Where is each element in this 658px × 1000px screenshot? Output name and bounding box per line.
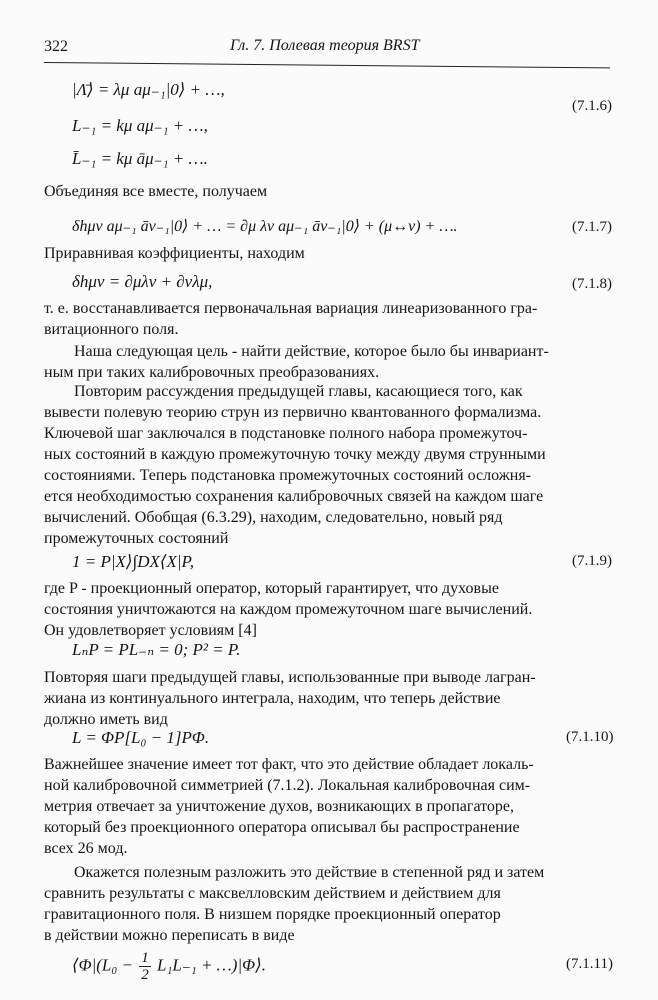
text-line: метрия отвечает за уничтожение духов, возникающих в пропагаторе, [44, 798, 515, 815]
text-line: вывести полевую теорию струн из первично квантованного формализма. [44, 404, 542, 421]
text-line: Ключевой шаг заключался в подстановке полного набора промежуточ- [44, 425, 528, 442]
text-line: состояниями. Теперь подстановка промежуточных состояний осложня- [44, 467, 531, 484]
header-rule [44, 62, 610, 68]
text-line: ется необходимостью сохранения калибровочных связей на каждом шаге [44, 488, 544, 505]
equation-number-7-1-8: (7.1.8) [572, 276, 612, 292]
page-number: 322 [44, 38, 68, 55]
equation-7-1-10: L = ΦP[L₀ − 1]PΦ. [72, 728, 210, 747]
fraction-numerator: 1 [141, 950, 149, 966]
equation-7-1-9: 1 = P|X⟩∫DX⟨X|P, [72, 552, 194, 571]
text-line: Важнейшее значение имеет тот факт, что это действие обладает локаль- [44, 756, 534, 773]
equation-7-1-11 [72, 950, 266, 983]
text-line: Приравнивая коэффициенты, находим [44, 245, 305, 262]
equation-7-1-8: δhμν = ∂μλν + ∂νλμ, [72, 272, 213, 291]
text-line: который без проекционного оператора описывал бы распространение [44, 819, 520, 836]
text-line: Объединяя все вместе, получаем [44, 183, 268, 200]
text-line: состояния уничтожаются на каждом промежуточном шаге вычислений. [44, 601, 533, 618]
equation-7-1-6a: |Λ̄⟩ = λμ aμ₋₁|0⟩ + …, [72, 80, 225, 99]
text-line: ных состояний в каждую промежуточную точку между двумя струнными [44, 446, 546, 463]
text-line: сравнить результаты с максвелловским действием и действием для [44, 885, 501, 902]
text-line: гравитационного поля. В низшем порядке проекционный оператор [44, 906, 501, 923]
fraction-one-half [139, 950, 151, 983]
text-line: вычислений. Обобщая (6.3.29), находим, следовательно, новый ряд [44, 509, 503, 526]
text-line: в действии можно переписать в виде [44, 927, 295, 944]
equation-7-1-11-right: L₁L₋₁ + …)|Φ⟩. [157, 955, 266, 975]
equation-7-1-11-left: ⟨Φ|(L₀ − [72, 955, 133, 975]
text-line: промежуточных состояний [44, 530, 229, 547]
text-line: т. е. восстанавливается первоначальная вариация линеаризованного гра- [44, 300, 538, 317]
equation-number-7-1-10: (7.1.10) [566, 729, 614, 745]
equation-number-7-1-9: (7.1.9) [572, 553, 612, 569]
equation-conditions: LₙP = PL₋ₙ = 0; P² = P. [72, 640, 241, 659]
text-line: Окажется полезным разложить это действие в степенной ряд и затем [74, 864, 545, 881]
equation-number-7-1-6: (7.1.6) [572, 98, 612, 114]
fraction-denominator: 2 [141, 967, 149, 983]
text-line: должно иметь вид [44, 711, 168, 728]
text-line: жиана из континуального интеграла, находим, что теперь действие [44, 690, 501, 707]
text-line: Наша следующая цель - найти действие, которое было бы инвариант- [74, 343, 549, 360]
equation-7-1-6b: L₋₁ = kμ aμ₋₁ + …, [72, 116, 208, 135]
equation-number-7-1-7: (7.1.7) [572, 219, 612, 235]
text-line: ным при таких калибровочных преобразованиях. [44, 364, 380, 381]
text-line: витационного поля. [44, 321, 179, 338]
text-line: Повторим рассуждения предыдущей главы, касающиеся того, как [74, 383, 523, 400]
equation-7-1-7: δhμν aμ₋₁ āν₋₁|0⟩ + … = ∂μ λν aμ₋₁ āν₋₁|0⟩ + (μ↔ν) + …. [72, 218, 458, 235]
text-line: ной калибровочной симметрией (7.1.2). Локальная калибровочная сим- [44, 777, 531, 794]
equation-7-1-6c: L̄₋₁ = kμ āμ₋₁ + …. [72, 149, 208, 168]
text-line: Повторяя шаги предыдущей главы, использованные при выводе лагран- [44, 669, 536, 686]
equation-number-7-1-11: (7.1.11) [566, 956, 613, 972]
text-line: где P - проекционный оператор, который гарантирует, что духовые [44, 580, 499, 597]
running-title: Гл. 7. Полевая теория BRST [230, 37, 420, 54]
text-line: Он удовлетворяет условиям [4] [44, 622, 257, 639]
text-line: всех 26 мод. [44, 840, 128, 857]
